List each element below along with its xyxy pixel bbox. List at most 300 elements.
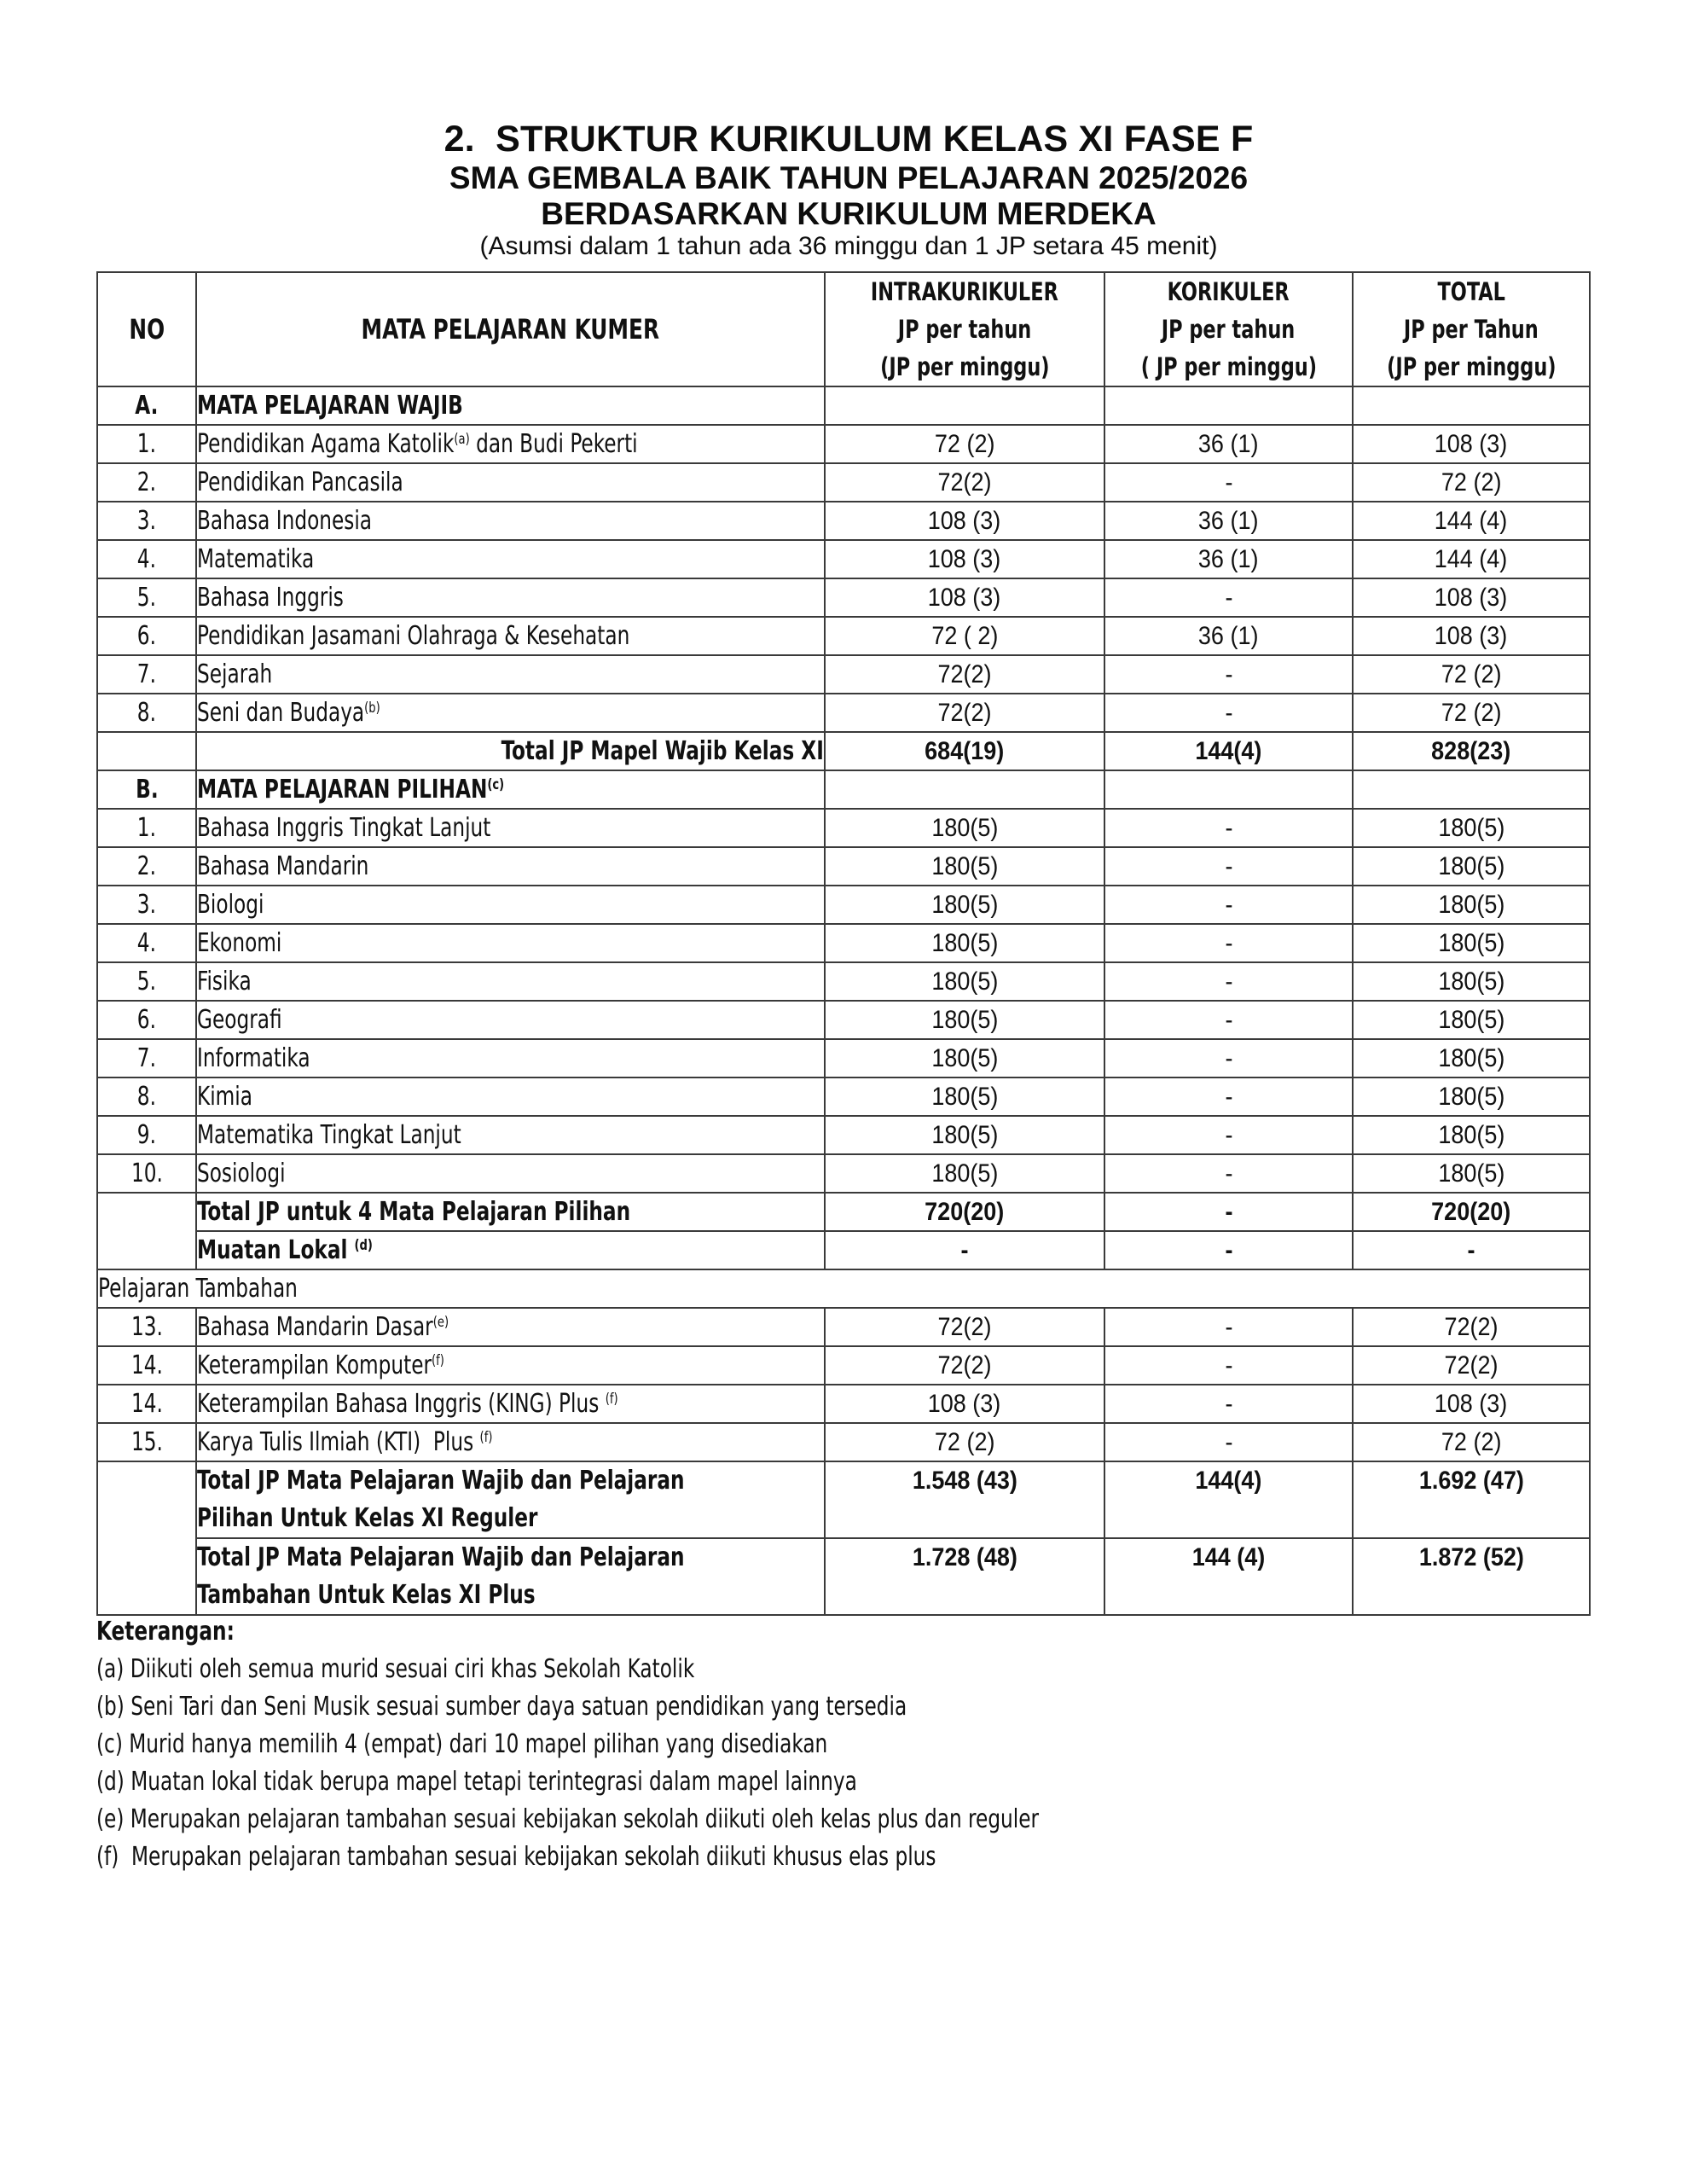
total-value: 180(5): [1437, 813, 1505, 842]
korikuler-value-cell: [1104, 502, 1353, 540]
row-number-cell: [97, 962, 196, 1001]
korikuler-value-cell: [1104, 578, 1353, 617]
subject-name: Karya Tulis Ilmiah (KTI) Plus: [197, 1427, 480, 1457]
header-intra-line-2: JP per tahun: [897, 315, 1032, 344]
title-assumption: (Asumsi dalam 1 tahun ada 36 minggu dan 1 JP setara 45 menit): [479, 232, 1218, 260]
table-row: [97, 1346, 1590, 1385]
row-number: 8.: [136, 1082, 157, 1112]
tambahan-label-cell: [97, 1269, 1590, 1308]
table-row: [97, 578, 1590, 617]
total-value: 180(5): [1437, 1159, 1505, 1188]
subject-name: Bahasa Inggris Tingkat Lanjut: [197, 813, 491, 843]
subject-cell: [196, 1231, 825, 1269]
title-line-3: BERDASARKAN KURIKULUM MERDEKA: [541, 196, 1157, 231]
section-a-total-label: Total JP Mapel Wajib Kelas XI: [501, 736, 824, 766]
table-row: [97, 1001, 1590, 1039]
intrakurikuler-value: 180(5): [930, 1043, 999, 1072]
merged-no-cell: [97, 1193, 196, 1269]
intrakurikuler-value-cell: [825, 655, 1104, 694]
korikuler-total-cell: [1104, 732, 1353, 770]
grand-total-label-line-2-text: Tambahan Untuk Kelas XI Plus: [197, 1580, 536, 1610]
korikuler-value: -: [1225, 659, 1232, 688]
intrakurikuler-total: 720(20): [925, 1197, 1005, 1226]
intrakurikuler-value: 72 (2): [934, 429, 995, 458]
row-number: 15.: [130, 1427, 163, 1457]
intrakurikuler-value-cell: [825, 1423, 1104, 1461]
total-value-cell: [1353, 425, 1590, 463]
intrakurikuler-value-cell: [825, 1077, 1104, 1116]
intrakurikuler-value: 72(2): [937, 1350, 992, 1380]
row-number-cell: [97, 578, 196, 617]
row-number-cell: [97, 1039, 196, 1077]
subject-cell: [196, 1308, 825, 1346]
total-value-cell: [1353, 694, 1590, 732]
total-value: 72 (2): [1441, 698, 1502, 727]
subject-cell: [196, 463, 825, 502]
intrakurikuler-value: 72 (2): [934, 1427, 995, 1456]
intrakurikuler-value-cell: [825, 463, 1104, 502]
subject-name-wrap: [197, 1159, 286, 1188]
subject-name: Kimia: [197, 1082, 252, 1112]
total-value: 72(2): [1444, 1312, 1499, 1341]
row-number: 1.: [136, 429, 157, 459]
korikuler-value-cell: [1104, 1116, 1353, 1154]
intrakurikuler-value: 72 ( 2): [930, 621, 999, 650]
header-intra-line-3: (JP per minggu): [879, 352, 1050, 381]
subject-name-wrap: [197, 621, 629, 651]
section-b-total-row: [97, 1193, 1590, 1231]
korikuler-value-cell: [1104, 463, 1353, 502]
row-number-cell: [97, 1116, 196, 1154]
subject-name-wrap: [197, 698, 380, 728]
header-total-line-1: TOTAL: [1437, 277, 1505, 306]
footnote-marker: (c): [487, 776, 505, 793]
korikuler-total: -: [1225, 1197, 1232, 1226]
empty-cell: [825, 386, 1104, 425]
subject-name-wrap: [197, 1082, 252, 1112]
total-value-cell: [1353, 578, 1590, 617]
subject-cell: [196, 694, 825, 732]
intrakurikuler-total-cell: [825, 1538, 1104, 1615]
table-row: [97, 540, 1590, 578]
intrakurikuler-total-cell: [825, 1461, 1104, 1538]
grand-total-cell: [1353, 732, 1590, 770]
subject-name-wrap: [197, 851, 368, 881]
subject-name: Keterampilan Komputer: [197, 1350, 432, 1380]
header-kori-line-2: JP per tahun: [1162, 315, 1296, 344]
intrakurikuler-value-cell: [825, 1231, 1104, 1269]
row-number-cell: [97, 809, 196, 847]
table-row: [97, 1077, 1590, 1116]
korikuler-value-cell: [1104, 694, 1353, 732]
subject-name: Keterampilan Bahasa Inggris (KING) Plus: [197, 1389, 606, 1419]
intrakurikuler-value: 180(5): [930, 928, 999, 957]
intrakurikuler-value-cell: [825, 1039, 1104, 1077]
section-a-no-text: A.: [135, 391, 159, 421]
subject-cell: [196, 1039, 825, 1077]
subject-name: Geografi: [197, 1005, 282, 1035]
subject-name-wrap: [197, 967, 252, 996]
footnote-marker: (a): [454, 431, 470, 448]
subject-name-wrap: [197, 468, 403, 497]
korikuler-total-cell: [1104, 1461, 1353, 1538]
intrakurikuler-value: 180(5): [930, 813, 999, 842]
curriculum-table: [96, 271, 1591, 1616]
total-value-cell: [1353, 924, 1590, 962]
grand-total-label-cell: [196, 1538, 825, 1615]
total-value-cell: [1353, 962, 1590, 1001]
korikuler-value: -: [1225, 468, 1232, 497]
subject-name: Matematika Tingkat Lanjut: [197, 1120, 461, 1150]
section-a-total-row: [97, 732, 1590, 770]
subject-cell: [196, 1385, 825, 1423]
subject-cell: [196, 578, 825, 617]
subject-name: Bahasa Inggris: [197, 583, 344, 613]
row-number: 9.: [136, 1120, 157, 1150]
intrakurikuler-value-cell: [825, 502, 1104, 540]
intrakurikuler-value: 180(5): [930, 1082, 999, 1111]
table-row: [97, 1385, 1590, 1423]
row-number-cell: [97, 1077, 196, 1116]
korikuler-value-cell: [1104, 425, 1353, 463]
subject-name-wrap: [197, 1120, 461, 1150]
total-value: 180(5): [1437, 851, 1505, 880]
row-number-cell: [97, 502, 196, 540]
total-value-cell: [1353, 1077, 1590, 1116]
total-value: 180(5): [1437, 1120, 1505, 1149]
total-value-cell: [1353, 1231, 1590, 1269]
note-d: (d) Muatan lokal tidak berupa mapel tetapi terintegrasi dalam mapel lainnya: [96, 1767, 857, 1797]
total-value: 108 (3): [1435, 621, 1508, 650]
korikuler-value: -: [1225, 890, 1232, 919]
intrakurikuler-value-cell: [825, 578, 1104, 617]
korikuler-value-cell: [1104, 540, 1353, 578]
total-value: 180(5): [1437, 967, 1505, 996]
table-row: [97, 1154, 1590, 1193]
table-row: [97, 617, 1590, 655]
intrakurikuler-value: 180(5): [930, 1120, 999, 1149]
korikuler-value: -: [1225, 1120, 1232, 1149]
total-value-cell: [1353, 1308, 1590, 1346]
subject-cell: [196, 770, 825, 809]
tambahan-section-row: [97, 1269, 1590, 1308]
korikuler-value: 36 (1): [1198, 506, 1259, 535]
row-number-cell: [97, 770, 196, 809]
subject-cell: [196, 809, 825, 847]
korikuler-value-cell: [1104, 1039, 1353, 1077]
header-kori-line-1: KORIKULER: [1167, 277, 1290, 306]
subject-name: Seni dan Budaya: [197, 698, 365, 728]
subject-cell: [196, 1154, 825, 1193]
table-row: [97, 886, 1590, 924]
intrakurikuler-value-cell: [825, 1308, 1104, 1346]
grand-total-reguler-row: [97, 1461, 1590, 1538]
header-total-line-3: (JP per minggu): [1386, 352, 1557, 381]
total-value-cell: [1353, 617, 1590, 655]
korikuler-value-cell: [1104, 886, 1353, 924]
korikuler-value: 36 (1): [1198, 621, 1259, 650]
row-number-cell: [97, 617, 196, 655]
total-value-cell: [1353, 847, 1590, 886]
header-intrakurikuler: [825, 272, 1104, 386]
total-value: 108 (3): [1435, 583, 1508, 612]
total-value: 144 (4): [1435, 544, 1508, 573]
header-intra-line-1: INTRAKURIKULER: [871, 277, 1058, 306]
table-row: [97, 1423, 1590, 1461]
merged-no-cell: [97, 1461, 196, 1615]
subject-name: Bahasa Indonesia: [197, 506, 373, 536]
intrakurikuler-value: 72(2): [937, 1312, 992, 1341]
subject-name: Matematika: [197, 544, 315, 574]
intrakurikuler-value: 72(2): [937, 468, 992, 497]
total-value-cell: [1353, 540, 1590, 578]
grand-total-cell: [1353, 1461, 1590, 1538]
row-number: 3.: [136, 890, 157, 920]
grand-total-label-line-1-text: Total JP Mata Pelajaran Wajib dan Pelajaran: [197, 1542, 685, 1572]
korikuler-value: -: [1225, 1005, 1232, 1034]
table-row: [97, 847, 1590, 886]
subject-name: Total JP untuk 4 Mata Pelajaran Pilihan: [197, 1197, 631, 1227]
row-number-cell: [97, 463, 196, 502]
subject-cell: [196, 886, 825, 924]
note-c: (c) Murid hanya memilih 4 (empat) dari 10 mapel pilihan yang disediakan: [96, 1729, 828, 1759]
row-number-cell: [97, 425, 196, 463]
intrakurikuler-value: 108 (3): [928, 506, 1001, 535]
korikuler-value: -: [1225, 1235, 1232, 1264]
intrakurikuler-total-cell: [825, 732, 1104, 770]
header-subject-text: MATA PELAJARAN KUMER: [361, 313, 660, 346]
korikuler-total-cell: [1104, 1193, 1353, 1231]
intrakurikuler-value: 72(2): [937, 698, 992, 727]
intrakurikuler-value: 180(5): [930, 967, 999, 996]
korikuler-value-cell: [1104, 617, 1353, 655]
grand-total-label-line-2-text: Pilihan Untuk Kelas XI Reguler: [197, 1503, 538, 1533]
total-value-cell: [1353, 1346, 1590, 1385]
subject-cell: [196, 847, 825, 886]
subject-name-wrap: [197, 890, 264, 920]
grand-total: 1.692 (47): [1418, 1467, 1524, 1495]
header-no-text: NO: [129, 313, 165, 346]
total-value: 108 (3): [1435, 1389, 1508, 1418]
empty-cell: [825, 770, 1104, 809]
section-a-row: [97, 386, 1590, 425]
title-line-1: 2. STRUKTUR KURIKULUM KELAS XI FASE F: [443, 119, 1254, 160]
section-a-label: [196, 386, 825, 425]
document-title: [0, 118, 1687, 261]
table-row: [97, 962, 1590, 1001]
table-row: [97, 924, 1590, 962]
empty-cell: [1353, 386, 1590, 425]
intrakurikuler-value-cell: [825, 962, 1104, 1001]
subject-name-wrap: [197, 544, 314, 574]
header-korikuler: [1104, 272, 1353, 386]
korikuler-value: -: [1225, 813, 1232, 842]
intrakurikuler-value-cell: [825, 425, 1104, 463]
subject-cell: [196, 924, 825, 962]
note-e: (e) Merupakan pelajaran tambahan sesuai kebijakan sekolah diikuti oleh kelas plus dan reguler: [96, 1804, 1040, 1834]
intrakurikuler-value-cell: [825, 1154, 1104, 1193]
row-number-cell: [97, 1346, 196, 1385]
intrakurikuler-value: 180(5): [930, 1159, 999, 1188]
korikuler-value: -: [1225, 583, 1232, 612]
empty-cell: [1353, 770, 1590, 809]
table-row: [97, 1116, 1590, 1154]
korikuler-value: 36 (1): [1198, 544, 1259, 573]
row-number: 2.: [136, 851, 157, 881]
section-a-total-label-cell: [196, 732, 825, 770]
korikuler-value: -: [1225, 1082, 1232, 1111]
korikuler-value-cell: [1104, 1231, 1353, 1269]
row-number-cell: [97, 655, 196, 694]
subject-name: Informatika: [197, 1043, 310, 1073]
subject-cell: [196, 1077, 825, 1116]
korikuler-value: -: [1225, 928, 1232, 957]
korikuler-total: 144 (4): [1191, 1543, 1266, 1571]
total-value: -: [1467, 1235, 1475, 1264]
row-number-cell: [97, 1308, 196, 1346]
row-number-cell: [97, 847, 196, 886]
total-value-cell: [1353, 1423, 1590, 1461]
korikuler-value-cell: [1104, 962, 1353, 1001]
note-b: (b) Seni Tari dan Seni Musik sesuai sumber daya satuan pendidikan yang tersedia: [96, 1692, 907, 1722]
empty-cell: [1104, 386, 1353, 425]
subject-cell: [196, 1346, 825, 1385]
table-row: [97, 809, 1590, 847]
total-value-cell: [1353, 502, 1590, 540]
intrakurikuler-value-cell: [825, 694, 1104, 732]
korikuler-value-cell: [1104, 1385, 1353, 1423]
tambahan-label: Pelajaran Tambahan: [98, 1274, 298, 1304]
subject-name-wrap: [197, 1043, 310, 1073]
row-number: 7.: [136, 1043, 157, 1073]
header-subject: [196, 272, 825, 386]
header-total: [1353, 272, 1590, 386]
subject-name-wrap: [197, 1005, 282, 1035]
footnote-marker: (e): [432, 1314, 449, 1331]
table-row: [97, 655, 1590, 694]
intrakurikuler-value-cell: [825, 1116, 1104, 1154]
row-number: 4.: [136, 928, 157, 958]
korikuler-value: -: [1225, 1043, 1232, 1072]
total-value-cell: [1353, 886, 1590, 924]
subject-name: Muatan Lokal: [197, 1235, 355, 1265]
grand-total-cell: [1353, 1193, 1590, 1231]
total-value: 108 (3): [1435, 429, 1508, 458]
intrakurikuler-total: 1.548 (43): [912, 1467, 1017, 1495]
subject-cell: [196, 617, 825, 655]
row-number: 3.: [136, 506, 157, 536]
table-row: [97, 425, 1590, 463]
subject-name-wrap: [197, 928, 281, 958]
subject-name-suffix: dan Budi Pekerti: [469, 429, 638, 459]
subject-name-wrap: [197, 1427, 492, 1457]
korikuler-value: -: [1225, 1389, 1232, 1418]
total-value-cell: [1353, 655, 1590, 694]
table-row: [97, 1039, 1590, 1077]
grand-total-plus-row: [97, 1538, 1590, 1615]
korikuler-total-cell: [1104, 1538, 1353, 1615]
korikuler-value-cell: [1104, 1423, 1353, 1461]
subject-name: Ekonomi: [197, 928, 282, 958]
muatan-lokal-row: [97, 1231, 1590, 1269]
korikuler-value-cell: [1104, 1308, 1353, 1346]
subject-name-wrap: [197, 429, 638, 459]
section-a-no: [97, 386, 196, 425]
subject-cell: [196, 655, 825, 694]
footnote-marker: (f): [479, 1429, 493, 1446]
row-number-cell: [97, 886, 196, 924]
total-value-cell: [1353, 1385, 1590, 1423]
table-row: [97, 694, 1590, 732]
total-value: 180(5): [1437, 890, 1505, 919]
intrakurikuler-value-cell: [825, 617, 1104, 655]
subject-name: Bahasa Mandarin Dasar: [197, 1312, 433, 1342]
subject-cell: [196, 1001, 825, 1039]
subject-name-wrap: [197, 813, 490, 843]
grand-total-label-line-2: [197, 1577, 824, 1614]
header-kori-line-3: ( JP per minggu): [1140, 352, 1317, 381]
korikuler-value-cell: [1104, 924, 1353, 962]
korikuler-value: -: [1225, 1312, 1232, 1341]
intrakurikuler-value-cell: [825, 809, 1104, 847]
header-total-line-2: JP per Tahun: [1404, 315, 1539, 344]
intrakurikuler-value: 72(2): [937, 659, 992, 688]
grand-total-cell: [1353, 1538, 1590, 1615]
total-value: 144 (4): [1435, 506, 1508, 535]
korikuler-value: -: [1225, 851, 1232, 880]
row-number: 10.: [130, 1159, 163, 1188]
subject-name: Biologi: [197, 890, 264, 920]
row-number: B.: [135, 775, 159, 804]
total-value-cell: [1353, 1039, 1590, 1077]
row-number: 5.: [136, 967, 157, 996]
row-number: 6.: [136, 621, 157, 651]
subject-name-wrap: [197, 1312, 449, 1342]
grand-total-label-line-1-text: Total JP Mata Pelajaran Wajib dan Pelajaran: [197, 1466, 685, 1496]
header-no: [97, 272, 196, 386]
row-number: 14.: [130, 1350, 163, 1380]
korikuler-value: -: [1225, 1159, 1232, 1188]
korikuler-value-cell: [1104, 655, 1353, 694]
intrakurikuler-total-cell: [825, 1193, 1104, 1231]
footnote-marker: (d): [354, 1237, 373, 1254]
korikuler-value: -: [1225, 1427, 1232, 1456]
subject-name: Pendidikan Jasamani Olahraga & Kesehatan: [197, 621, 630, 651]
total-value-cell: [1353, 1001, 1590, 1039]
intrakurikuler-value-cell: [825, 924, 1104, 962]
korikuler-value-cell: [1104, 1077, 1353, 1116]
row-number-cell: [97, 540, 196, 578]
row-number: 7.: [136, 659, 157, 689]
table-row: [97, 463, 1590, 502]
intrakurikuler-value: 180(5): [930, 851, 999, 880]
intrakurikuler-value: 180(5): [930, 890, 999, 919]
row-number: 4.: [136, 544, 157, 574]
notes-section: [96, 1613, 1192, 1876]
korikuler-value: -: [1225, 1350, 1232, 1380]
total-value-cell: [1353, 463, 1590, 502]
grand-total-label-cell: [196, 1461, 825, 1538]
title-line-2: SMA GEMBALA BAIK TAHUN PELAJARAN 2025/2026: [449, 160, 1249, 195]
subject-name: MATA PELAJARAN PILIHAN: [197, 775, 488, 804]
subject-cell: [196, 1193, 825, 1231]
row-number-cell: [97, 694, 196, 732]
row-number-cell: [97, 1001, 196, 1039]
subject-name-wrap: [197, 1235, 373, 1265]
footnote-marker: (f): [605, 1391, 618, 1408]
subject-name-wrap: [197, 659, 272, 689]
total-value: 72(2): [1444, 1350, 1499, 1380]
